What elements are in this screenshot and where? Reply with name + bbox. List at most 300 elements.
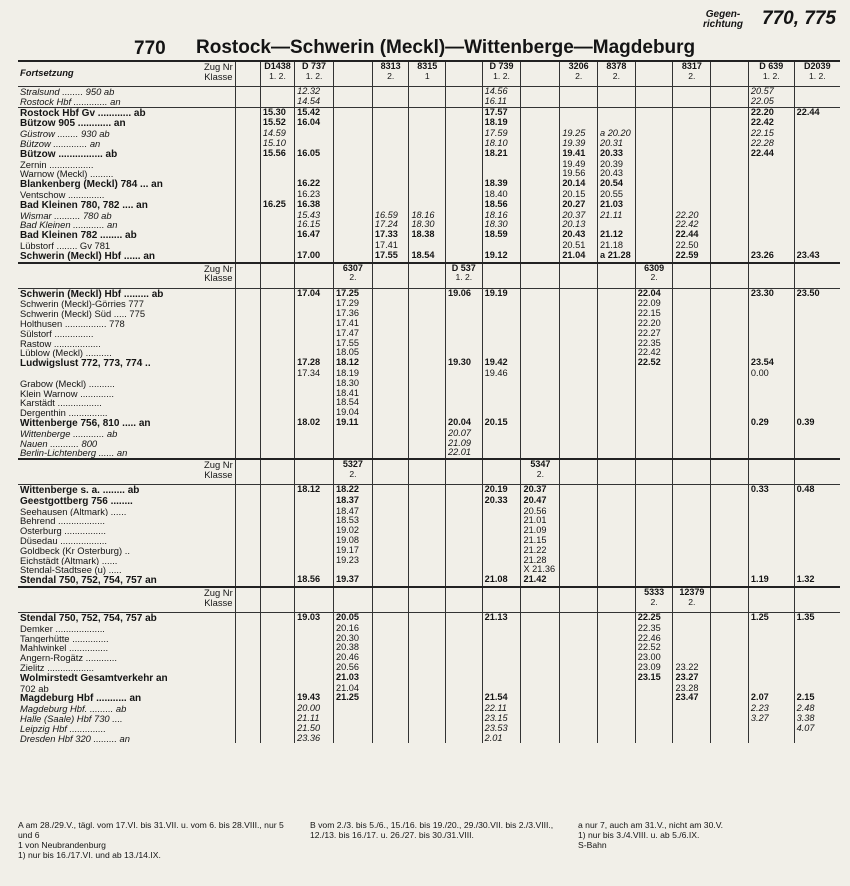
time-cell: [235, 379, 260, 389]
time-cell: [482, 634, 521, 644]
time-cell: [235, 546, 260, 556]
time-cell: [295, 536, 334, 546]
time-cell: [260, 526, 294, 536]
time-cell: [748, 653, 794, 663]
time-cell: 18.37: [334, 496, 373, 507]
train-header-row: [18, 459, 840, 485]
time-cell: [598, 704, 636, 714]
time-cell: [409, 408, 446, 418]
time-cell: 22.46: [635, 634, 673, 644]
time-cell: [295, 546, 334, 556]
station-row: [18, 129, 840, 139]
time-cell: [446, 507, 483, 517]
time-cell: 19.39: [560, 139, 598, 149]
time-cell: [235, 429, 260, 439]
time-cell: [635, 200, 673, 211]
time-cell: [560, 339, 598, 349]
station-row: [18, 149, 840, 160]
time-cell: [409, 241, 446, 251]
time-cell: [673, 565, 711, 575]
time-cell: [235, 613, 260, 624]
time-cell: [635, 408, 673, 418]
time-cell: [673, 714, 711, 724]
time-cell: [635, 536, 673, 546]
time-cell: [794, 516, 840, 526]
train-header-row: [18, 61, 840, 87]
time-cell: [521, 129, 560, 139]
time-cell: [372, 299, 409, 309]
time-cell: [446, 693, 483, 704]
zug-nr-label: Zug Nr: [204, 262, 233, 274]
time-cell: [521, 358, 560, 369]
time-cell: [794, 149, 840, 160]
time-cell: 21.11: [295, 714, 334, 724]
time-cell: [260, 663, 294, 673]
time-cell: [334, 200, 373, 211]
time-cell: [372, 734, 409, 744]
time-cell: [794, 624, 840, 634]
station-label: Wolmirstedt Gesamtverkehr an: [20, 672, 168, 684]
station-label: Ventschow ..............: [20, 189, 105, 200]
time-cell: [235, 526, 260, 536]
time-cell: [794, 565, 840, 575]
time-cell: 17.00: [295, 251, 334, 263]
footnote-1-bus: 1) nur bis 3./4.VIII. u. ab 5./6.IX.: [578, 830, 700, 840]
time-cell: [260, 288, 294, 299]
time-cell: [409, 624, 446, 634]
time-cell: [372, 516, 409, 526]
time-cell: [235, 288, 260, 299]
station-label: Angern-Rogätz ............: [20, 653, 117, 664]
train-number-cell: D 537 1. 2.: [446, 263, 483, 289]
time-cell: [260, 714, 294, 724]
time-cell: [260, 429, 294, 439]
time-cell: 18.30: [482, 220, 521, 230]
time-cell: a 21.28: [598, 251, 636, 263]
time-cell: [635, 220, 673, 230]
time-cell: [560, 684, 598, 694]
time-cell: 18.21: [482, 149, 521, 160]
time-cell: [598, 575, 636, 587]
time-cell: [635, 526, 673, 536]
time-cell: [635, 448, 673, 459]
time-cell: [446, 220, 483, 230]
station-label: Wittenberge ............ ab: [20, 428, 118, 439]
time-cell: [295, 663, 334, 673]
time-cell: 21.25: [334, 693, 373, 704]
time-cell: 1.32: [794, 575, 840, 587]
time-cell: [748, 634, 794, 644]
time-cell: [295, 684, 334, 694]
time-cell: [295, 429, 334, 439]
station-label: Bützow ................ ab: [20, 148, 118, 160]
time-cell: [295, 329, 334, 339]
time-cell: [794, 339, 840, 349]
time-cell: [334, 107, 373, 118]
time-cell: [635, 556, 673, 566]
station-row: [18, 734, 840, 744]
time-cell: [446, 526, 483, 536]
time-cell: [673, 190, 711, 200]
station-label: Berlin-Lichtenberg ...... an: [20, 448, 128, 459]
time-cell: [673, 418, 711, 429]
time-cell: [598, 439, 636, 449]
train-header-row: [18, 587, 840, 613]
time-cell: [409, 139, 446, 149]
time-cell: [260, 613, 294, 624]
time-cell: [260, 369, 294, 379]
time-cell: [521, 118, 560, 129]
time-cell: [711, 97, 749, 107]
time-cell: [673, 398, 711, 408]
footnote-origin: 1 von Neubrandenburg: [18, 840, 106, 850]
time-cell: [372, 536, 409, 546]
time-cell: [673, 507, 711, 517]
station-label: Bad Kleinen 782 ........ ab: [20, 230, 137, 241]
time-cell: [521, 220, 560, 230]
time-cell: 19.56: [560, 169, 598, 179]
time-cell: [409, 684, 446, 694]
time-cell: [372, 139, 409, 149]
time-cell: [748, 319, 794, 329]
time-cell: [711, 485, 749, 496]
time-cell: [295, 653, 334, 663]
time-cell: [409, 179, 446, 190]
time-cell: [446, 139, 483, 149]
time-cell: 16.59: [372, 211, 409, 221]
time-cell: [635, 496, 673, 507]
time-cell: [635, 190, 673, 200]
time-cell: [260, 309, 294, 319]
time-cell: [482, 429, 521, 439]
time-cell: [260, 389, 294, 399]
train-number-cell: [446, 587, 483, 613]
time-cell: [235, 556, 260, 566]
station-label: Stralsund ........ 950 ab: [18, 87, 235, 97]
train-number-cell: [711, 587, 749, 613]
time-cell: [295, 408, 334, 418]
time-cell: [748, 408, 794, 418]
time-cell: [711, 241, 749, 251]
time-cell: [711, 439, 749, 449]
time-cell: 20.37: [560, 211, 598, 221]
time-cell: [748, 734, 794, 744]
time-cell: [482, 241, 521, 251]
time-cell: [260, 724, 294, 734]
time-cell: [446, 348, 483, 358]
time-cell: [711, 329, 749, 339]
time-cell: 15.30: [260, 107, 294, 118]
time-cell: [446, 653, 483, 663]
time-cell: [711, 200, 749, 211]
time-cell: [409, 546, 446, 556]
station-row: [18, 724, 840, 734]
time-cell: [235, 160, 260, 170]
time-cell: [711, 389, 749, 399]
time-cell: [560, 439, 598, 449]
time-cell: [372, 118, 409, 129]
time-cell: [598, 634, 636, 644]
time-cell: [446, 634, 483, 644]
time-cell: [635, 516, 673, 526]
time-cell: [235, 339, 260, 349]
time-cell: [521, 613, 560, 624]
station-row: [18, 408, 840, 418]
time-cell: [235, 389, 260, 399]
train-number-cell: [635, 61, 673, 87]
time-cell: 20.19: [482, 485, 521, 496]
time-cell: [560, 516, 598, 526]
time-cell: [560, 663, 598, 673]
station-row: [18, 556, 840, 566]
time-cell: [409, 87, 446, 97]
time-cell: 2.23: [748, 704, 794, 714]
time-cell: [748, 211, 794, 221]
time-cell: [446, 230, 483, 241]
time-cell: [794, 429, 840, 439]
time-cell: [334, 734, 373, 744]
time-cell: [235, 211, 260, 221]
time-cell: [446, 565, 483, 575]
time-cell: [711, 299, 749, 309]
time-cell: [409, 329, 446, 339]
time-cell: [409, 149, 446, 160]
train-number-cell: [794, 459, 840, 485]
time-cell: [235, 516, 260, 526]
time-cell: [260, 319, 294, 329]
time-cell: 19.04: [334, 408, 373, 418]
time-cell: [748, 339, 794, 349]
time-cell: [295, 379, 334, 389]
time-cell: [673, 348, 711, 358]
footnote-s-bahn: S-Bahn: [578, 840, 607, 850]
station-row: [18, 653, 840, 663]
time-cell: [446, 613, 483, 624]
time-cell: 20.55: [598, 190, 636, 200]
time-cell: [560, 575, 598, 587]
train-number-cell: [673, 459, 711, 485]
time-cell: 15.52: [260, 118, 294, 129]
time-cell: [598, 309, 636, 319]
zug-nr-label: Zug Nr: [204, 61, 233, 72]
time-cell: [748, 190, 794, 200]
train-number-cell: D2039 1. 2.: [794, 61, 840, 87]
time-cell: [673, 516, 711, 526]
time-cell: [711, 536, 749, 546]
time-cell: 14.56: [482, 87, 521, 97]
station-row: [18, 389, 840, 399]
time-cell: [521, 329, 560, 339]
footnote-a-lower: a nur 7, auch am 31.V., nicht am 30.V.: [578, 820, 724, 830]
time-cell: [794, 329, 840, 339]
time-cell: [295, 339, 334, 349]
time-cell: [598, 734, 636, 744]
time-cell: [635, 211, 673, 221]
time-cell: [521, 408, 560, 418]
time-cell: [598, 329, 636, 339]
station-label: Karstädt .................: [20, 398, 102, 409]
time-cell: [235, 251, 260, 263]
time-cell: [635, 230, 673, 241]
time-cell: [635, 107, 673, 118]
time-cell: [635, 118, 673, 129]
time-cell: [673, 634, 711, 644]
time-cell: 20.54: [598, 179, 636, 190]
time-cell: [711, 724, 749, 734]
time-cell: [446, 299, 483, 309]
time-cell: [711, 339, 749, 349]
time-cell: 21.04: [334, 684, 373, 694]
time-cell: [598, 408, 636, 418]
time-cell: [446, 724, 483, 734]
train-number-cell: [446, 61, 483, 87]
time-cell: [560, 408, 598, 418]
time-cell: [235, 118, 260, 129]
time-cell: [794, 507, 840, 517]
time-cell: [482, 624, 521, 634]
train-number-cell: 6309 2.: [635, 263, 673, 289]
time-cell: [521, 398, 560, 408]
time-cell: 23.26: [748, 251, 794, 263]
time-cell: [598, 358, 636, 369]
station-row: [18, 546, 840, 556]
time-cell: [711, 139, 749, 149]
time-cell: [482, 339, 521, 349]
time-cell: [482, 398, 521, 408]
train-number-cell: [235, 61, 260, 87]
time-cell: [446, 408, 483, 418]
time-cell: [521, 693, 560, 704]
time-cell: 21.01: [521, 516, 560, 526]
time-cell: [521, 200, 560, 211]
time-cell: [560, 724, 598, 734]
time-cell: 18.54: [334, 398, 373, 408]
time-cell: [560, 643, 598, 653]
time-cell: [521, 251, 560, 263]
time-cell: 20.04: [446, 418, 483, 429]
time-cell: [482, 169, 521, 179]
time-cell: 20.33: [598, 149, 636, 160]
station-row: [18, 139, 840, 149]
time-cell: [295, 634, 334, 644]
time-cell: [635, 369, 673, 379]
time-cell: [235, 179, 260, 190]
time-cell: [260, 220, 294, 230]
time-cell: [560, 634, 598, 644]
station-row: [18, 684, 840, 694]
time-cell: 18.30: [334, 379, 373, 389]
time-cell: 18.38: [409, 230, 446, 241]
time-cell: [372, 309, 409, 319]
time-cell: [711, 613, 749, 624]
gegenrichtung-line2: richtung: [703, 19, 743, 30]
time-cell: [794, 369, 840, 379]
time-cell: [260, 556, 294, 566]
time-cell: 22.44: [673, 230, 711, 241]
time-cell: [260, 418, 294, 429]
train-number-cell: D 737 1. 2.: [295, 61, 334, 87]
time-cell: [334, 87, 373, 97]
time-cell: 19.17: [334, 546, 373, 556]
time-cell: [446, 369, 483, 379]
time-cell: 23.30: [748, 288, 794, 299]
time-cell: [334, 241, 373, 251]
time-cell: [748, 673, 794, 684]
time-cell: 22.52: [635, 358, 673, 369]
time-cell: 23.00: [635, 653, 673, 663]
time-cell: 1.35: [794, 613, 840, 624]
time-cell: [794, 398, 840, 408]
time-cell: 22.42: [748, 118, 794, 129]
time-cell: [598, 379, 636, 389]
time-cell: 16.47: [295, 230, 334, 241]
station-row: [18, 643, 840, 653]
time-cell: [235, 448, 260, 459]
train-number-cell: [482, 459, 521, 485]
time-cell: [794, 408, 840, 418]
time-cell: [295, 439, 334, 449]
time-cell: [260, 299, 294, 309]
station-row: [18, 179, 840, 190]
time-cell: [673, 546, 711, 556]
time-cell: [260, 575, 294, 587]
time-cell: [482, 389, 521, 399]
time-cell: 21.08: [482, 575, 521, 587]
time-cell: [334, 97, 373, 107]
time-cell: 19.30: [446, 358, 483, 369]
time-cell: [260, 358, 294, 369]
time-cell: [794, 139, 840, 149]
time-cell: [446, 179, 483, 190]
time-cell: 0.33: [748, 485, 794, 496]
time-cell: 23.47: [673, 693, 711, 704]
station-row: [18, 329, 840, 339]
time-cell: [260, 704, 294, 714]
time-cell: [295, 299, 334, 309]
train-number-cell: [334, 587, 373, 613]
time-cell: [521, 299, 560, 309]
time-cell: [409, 724, 446, 734]
time-cell: [235, 624, 260, 634]
time-cell: [673, 179, 711, 190]
time-cell: [711, 379, 749, 389]
time-cell: [560, 734, 598, 744]
time-cell: [235, 684, 260, 694]
time-cell: [521, 724, 560, 734]
time-cell: [409, 107, 446, 118]
time-cell: [260, 634, 294, 644]
time-cell: 22.27: [635, 329, 673, 339]
train-number-cell: [560, 263, 598, 289]
time-cell: [598, 516, 636, 526]
time-cell: 16.04: [295, 118, 334, 129]
time-cell: [372, 485, 409, 496]
time-cell: [260, 348, 294, 358]
time-cell: [794, 379, 840, 389]
time-cell: [598, 643, 636, 653]
time-cell: 18.56: [482, 200, 521, 211]
time-cell: 18.40: [482, 190, 521, 200]
time-cell: [711, 230, 749, 241]
time-cell: [598, 653, 636, 663]
time-cell: [482, 329, 521, 339]
time-cell: [372, 149, 409, 160]
station-row: [18, 97, 840, 107]
time-cell: [295, 348, 334, 358]
time-cell: [235, 673, 260, 684]
time-cell: [260, 496, 294, 507]
time-cell: [635, 139, 673, 149]
